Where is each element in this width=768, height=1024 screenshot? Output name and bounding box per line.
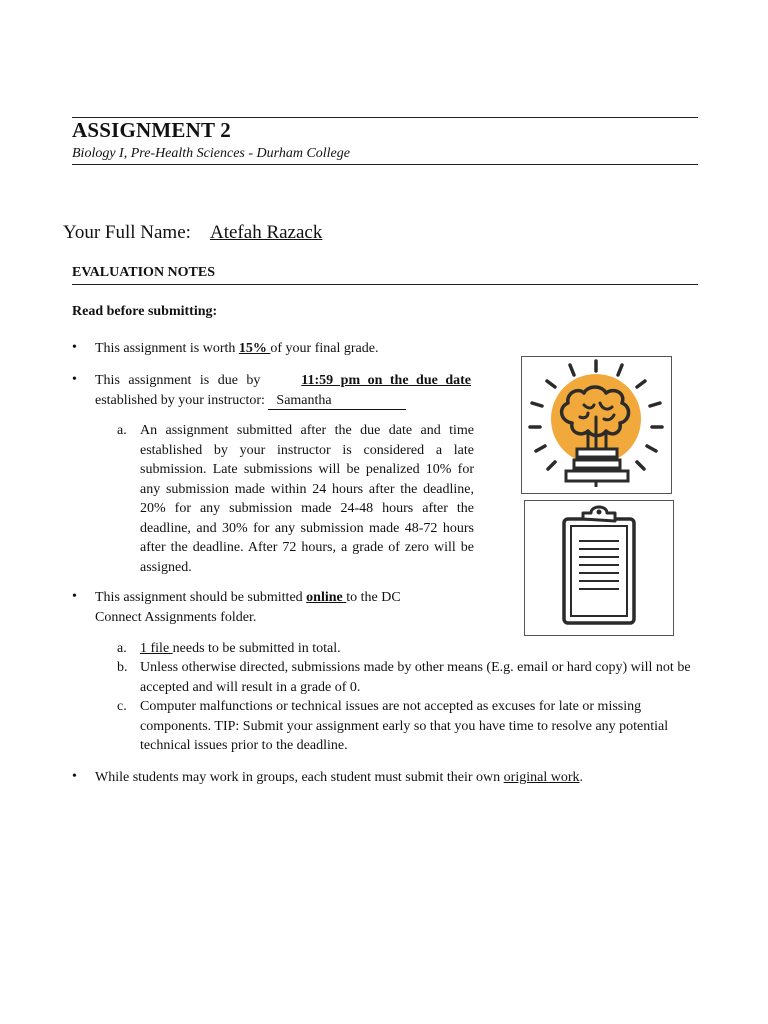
online-text-line2: Connect Assignments folder. xyxy=(95,609,257,625)
read-before-heading: Read before submitting: xyxy=(72,304,218,319)
bullet-original-work xyxy=(95,768,695,788)
instructor-name-field: Samantha xyxy=(268,393,406,410)
due-text: This assignment is due by xyxy=(95,373,261,388)
worth-text: This assignment is worth xyxy=(95,341,239,356)
lightbulb-figure xyxy=(521,356,672,494)
course-subtitle: Biology I, Pre-Health Sciences - Durham College xyxy=(72,146,350,161)
original-work-end: . xyxy=(579,770,583,785)
full-name-label: Your Full Name: xyxy=(63,222,191,243)
online-emph: online xyxy=(306,590,347,605)
late-submission-policy: An assignment submitted after the due date and time established by your instructor is considered a late submission. Late submissions will be penalized 10% for any submission made within 24 hours after the deadline, 20% for any submission made 24-48 hours after the deadline, and 30% for any submission made 48-72 hours after the deadline. After 72 hours, a grade of zero will be assigned. xyxy=(140,423,474,575)
original-work-text: While students may work in groups, each student must submit their own xyxy=(95,770,504,785)
online-text: This assignment should be submitted xyxy=(95,590,307,605)
sub-item-marker: a. xyxy=(117,641,127,656)
clipboard-figure xyxy=(524,500,674,636)
bullet-online xyxy=(95,588,495,627)
bullet-marker: • xyxy=(72,589,77,604)
online-text-end: to the DC xyxy=(346,590,401,605)
due-text-line2: established by your instructor: xyxy=(95,392,265,408)
sub-item-marker: c. xyxy=(117,699,127,714)
evaluation-notes-rule xyxy=(72,284,698,285)
file-count: 1 file xyxy=(140,641,173,656)
evaluation-notes-heading: EVALUATION NOTES xyxy=(72,265,216,280)
file-count-text: needs to be submitted in total. xyxy=(172,641,341,656)
due-time: 11:59 pm on the due date xyxy=(301,373,471,388)
bullet-marker: • xyxy=(72,340,77,355)
bullet-worth xyxy=(95,339,515,359)
technical-issues-note: Computer malfunctions or technical issues are not accepted as excuses for late or missing components. TIP: Submit your assignment early so that you have time to resolve any potential technical issues prior to the deadline. xyxy=(140,699,669,753)
bullet-marker: • xyxy=(72,769,77,784)
other-means-note: Unless otherwise directed, submissions made by other means (E.g. email or hard copy) will not be accepted and will result in a grade of 0. xyxy=(140,660,691,695)
clipboard-icon xyxy=(525,501,673,635)
original-work-emph: original work xyxy=(503,770,580,785)
sub-item-marker: b. xyxy=(117,660,128,675)
file-count-note xyxy=(140,639,698,659)
assignment-title: ASSIGNMENT 2 xyxy=(72,118,231,142)
full-name-value: Atefah Razack xyxy=(210,222,323,243)
sub-item-marker: a. xyxy=(117,423,127,438)
bullet-marker: • xyxy=(72,372,77,387)
worth-percent: 15% xyxy=(238,341,271,356)
bullet-due xyxy=(95,371,471,410)
worth-text-end: of your final grade. xyxy=(270,341,379,356)
lightbulb-brain-icon xyxy=(522,357,671,493)
header-bottom-rule xyxy=(72,164,698,165)
